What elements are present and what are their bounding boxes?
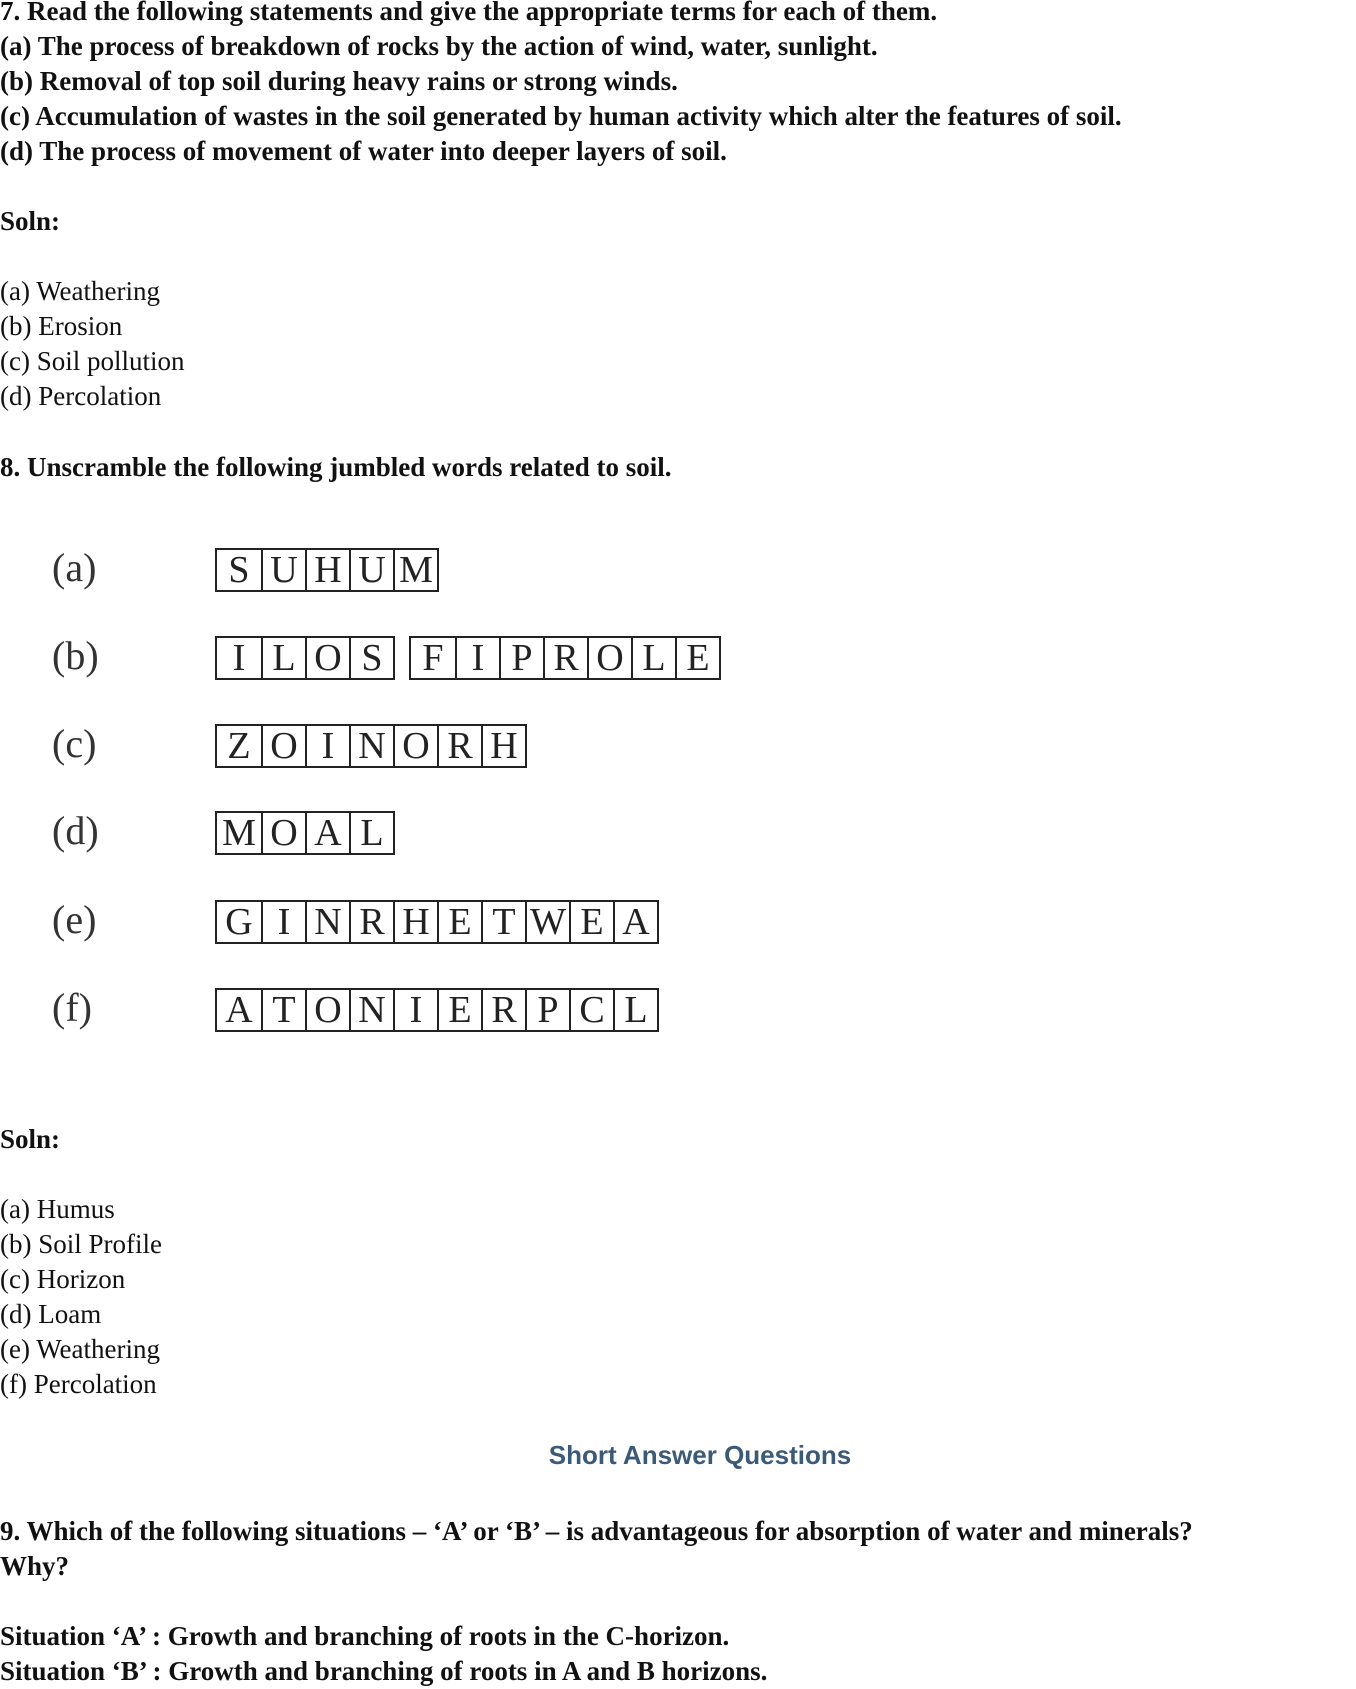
q8-answer-d: (d) Loam	[0, 1299, 102, 1329]
letter-box: E	[675, 638, 719, 678]
letter-box: H	[481, 726, 525, 766]
letter-box: N	[349, 990, 393, 1030]
letter-box: N	[305, 902, 349, 942]
puzzle-label: (c)	[52, 721, 97, 766]
q8-answer-e: (e) Weathering	[0, 1334, 160, 1364]
q7-answer-c: (c) Soil pollution	[0, 346, 185, 376]
letter-box: E	[569, 902, 613, 942]
letter-box: L	[631, 638, 675, 678]
q7-statement-b: (b) Removal of top soil during heavy rains or strong winds.	[0, 66, 678, 96]
letter-box: L	[613, 990, 657, 1030]
q7-statement-c: (c) Accumulation of wastes in the soil generated by human activity which alter the features of soil.	[0, 101, 1122, 131]
letter-box: H	[393, 902, 437, 942]
letter-box: L	[349, 813, 393, 853]
letter-box: I	[232, 637, 246, 679]
letter-box: O	[587, 638, 631, 678]
q7-answer-a: (a) Weathering	[0, 276, 160, 306]
letter-box-group	[215, 988, 659, 1032]
q7-answer-d: (d) Percolation	[0, 381, 162, 411]
letter-box: E	[437, 902, 481, 942]
letter-box: R	[349, 902, 393, 942]
letter-box: A	[613, 902, 657, 942]
letter-box: O	[305, 990, 349, 1030]
letter-box: A	[305, 813, 349, 853]
q8-answer-a: (a) Humus	[0, 1194, 115, 1224]
q8-answer-f: (f) Percolation	[0, 1369, 157, 1399]
letter-box: Z	[227, 725, 251, 767]
letter-box: F	[422, 637, 444, 679]
letter-box: C	[569, 990, 613, 1030]
letter-box-group	[215, 724, 527, 768]
letter-box: T	[261, 990, 305, 1030]
letter-box: M	[393, 550, 437, 590]
q8-question: 8. Unscramble the following jumbled words related to soil.	[0, 452, 672, 482]
letter-box: I	[261, 902, 305, 942]
letter-box: O	[393, 726, 437, 766]
puzzle-label: (a)	[52, 545, 97, 590]
letter-box: I	[393, 990, 437, 1030]
letter-box: U	[349, 550, 393, 590]
letter-box: O	[305, 638, 349, 678]
puzzle-label: (b)	[52, 633, 99, 678]
q7-statement-d: (d) The process of movement of water into deeper layers of soil.	[0, 136, 727, 166]
letter-box: R	[437, 726, 481, 766]
letter-box: L	[261, 638, 305, 678]
letter-box: N	[349, 726, 393, 766]
letter-box: I	[305, 726, 349, 766]
q9-situation-b: Situation ‘B’ : Growth and branching of roots in A and B horizons.	[0, 1656, 768, 1686]
q7-soln-label: Soln:	[0, 206, 61, 236]
letter-box-group	[215, 548, 439, 592]
puzzle-label: (e)	[52, 897, 97, 942]
puzzle-label: (d)	[52, 808, 99, 853]
letter-box: S	[228, 549, 250, 591]
letter-box: E	[437, 990, 481, 1030]
letter-box: R	[481, 990, 525, 1030]
q8-soln-label: Soln:	[0, 1124, 61, 1154]
letter-box: S	[349, 638, 393, 678]
letter-box: P	[525, 990, 569, 1030]
letter-box: I	[455, 638, 499, 678]
q8-answer-b: (b) Soil Profile	[0, 1229, 162, 1259]
puzzle-label: (f)	[52, 985, 92, 1030]
letter-box: G	[225, 901, 253, 943]
q9-question-line1: 9. Which of the following situations – ‘A’ or ‘B’ – is advantageous for absorption of water and minerals?	[0, 1516, 1193, 1546]
letter-box-group	[409, 636, 721, 680]
letter-box: O	[261, 726, 305, 766]
letter-box: P	[499, 638, 543, 678]
q9-situation-a: Situation ‘A’ : Growth and branching of roots in the C-horizon.	[0, 1621, 730, 1651]
letter-box: W	[525, 902, 569, 942]
letter-box: A	[225, 989, 253, 1031]
letter-box: H	[305, 550, 349, 590]
letter-box: T	[481, 902, 525, 942]
section-title: Short Answer Questions	[548, 1440, 852, 1470]
q9-question-line2: Why?	[0, 1551, 70, 1581]
q7-statement-a: (a) The process of breakdown of rocks by the action of wind, water, sunlight.	[0, 31, 878, 61]
letter-box: M	[222, 812, 256, 854]
letter-box: U	[261, 550, 305, 590]
letter-box: O	[261, 813, 305, 853]
letter-box-group	[215, 900, 659, 944]
letter-box: R	[543, 638, 587, 678]
letter-box-group	[215, 636, 395, 680]
letter-box-group	[215, 811, 395, 855]
q8-answer-c: (c) Horizon	[0, 1264, 126, 1294]
q7-answer-b: (b) Erosion	[0, 311, 123, 341]
q7-question: 7. Read the following statements and give the appropriate terms for each of them.	[0, 0, 938, 26]
